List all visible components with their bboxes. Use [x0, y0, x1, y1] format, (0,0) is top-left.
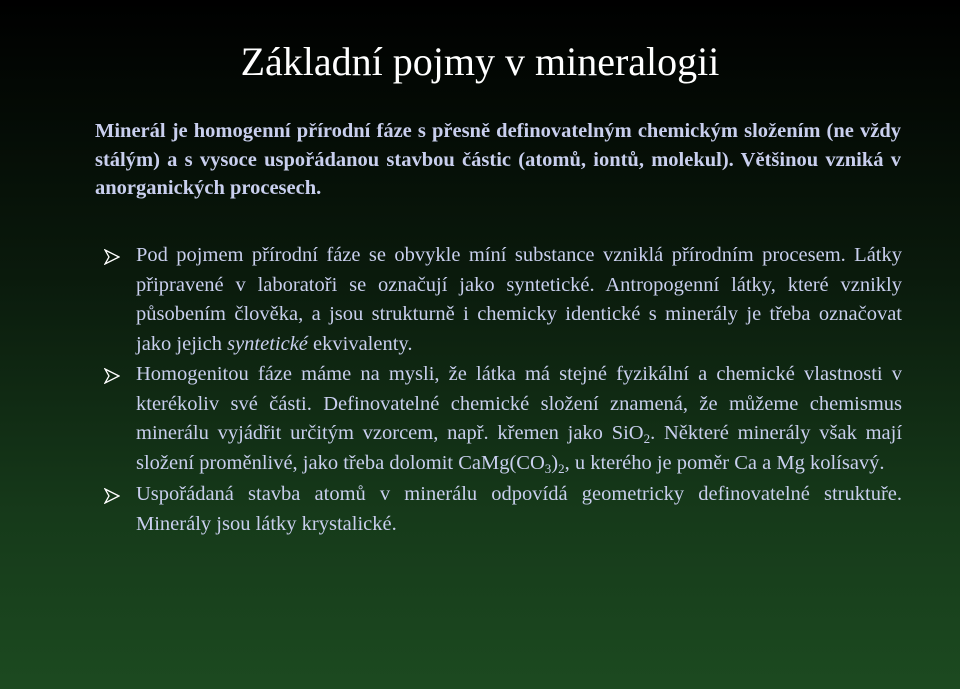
bullet-item [104, 241, 902, 359]
bullet-text: . Některé minerály však mají složení proměnlivé, jako třeba dolomit CaMg(CO [136, 422, 903, 474]
bullet-text: Homogenitou fáze máme na mysli, že látka má stejné fyzikální a chemické vlastnosti v kterékoliv své části. Definovatelné chemické složení znamená, že můžeme chemismus minerálu vyjádřit určitým vzorcem, např. křemen jako SiO [136, 363, 902, 444]
definition-paragraph: Minerál je homogenní přírodní fáze s přesně definovatelným chemickým složením (ne vždy stálým) a s vysoce uspořádanou stavbou částic (atomů, iontů, molekul). Většinou vzniká v anorganických procesech. [95, 120, 901, 199]
subscript: 2 [643, 431, 651, 446]
slide-title: Základní pojmy v mineralogii [240, 38, 720, 84]
bullet-text: Pod pojmem přírodní fáze se obvykle míní substance vzniklá přírodním procesem. Látky připravené v laboratoři se označují jako syntetické. Antropogenní látky, které vznikly působením člověka, a jsou strukturně i chemicky identické s minerály je třeba označovat jako jejich [136, 244, 902, 355]
bullet-text: ekvivalenty. [307, 332, 413, 355]
bullet-text: Uspořádaná stavba atomů v minerálu odpovídá geometricky definovatelné struktuře. Minerály jsou látky krystalické. [136, 483, 902, 535]
bullet-text: ) [551, 451, 559, 474]
bullet-list [104, 241, 902, 541]
subscript: 3 [544, 460, 552, 476]
arrowhead-bullet-icon [104, 249, 120, 265]
arrowhead-bullet-icon [104, 488, 120, 504]
bullet-text-italic: syntetické [227, 332, 308, 355]
arrowhead-bullet-icon [104, 368, 120, 384]
bullet-item [104, 480, 902, 539]
bullet-item [104, 360, 902, 478]
bullet-text: , u kterého je poměr Ca a Mg kolísavý. [564, 451, 885, 474]
subscript: 2 [558, 460, 565, 476]
